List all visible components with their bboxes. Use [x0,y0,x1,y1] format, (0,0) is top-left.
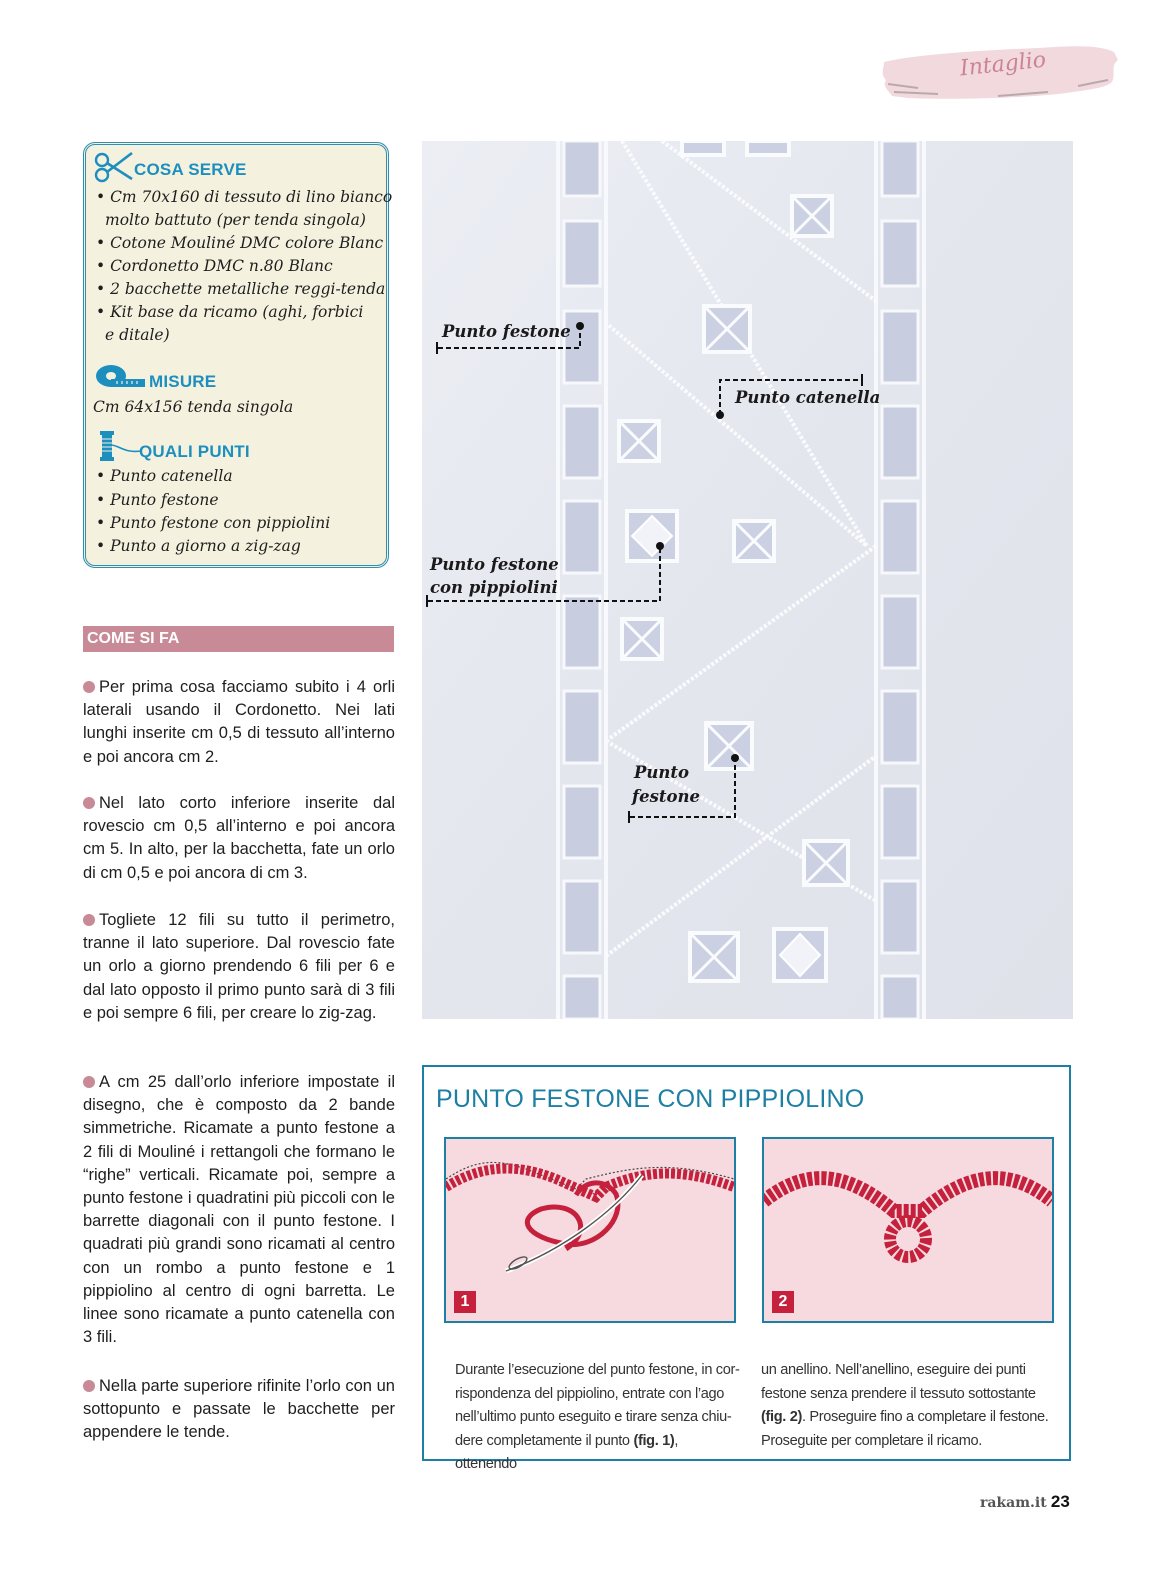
come-si-fa-heading: COME SI FA [83,626,394,652]
materials-line: • 2 bacchette metalliche reggi-tenda [96,280,386,298]
bullet-dot [83,914,95,926]
section-tag [878,40,1124,106]
label-punto-festone-lower: Punto [634,763,690,782]
instruction-paragraph: Togliete 12 fili su tutto il perimetro, tranne il lato superiore. Dal rovescio fate un orlo a giorno prendendo 6 fili per 6 e dal lato opposto il primo punto sarà di 3 fili e poi sempre 6 fili, per creare lo zig-zag. [83,911,395,1022]
stitch-box-title: PUNTO FESTONE CON PIPPIOLINO [436,1085,865,1113]
label-punto-festone: Punto festone [442,322,571,341]
page-number: 23 [1050,1492,1070,1511]
stitch-instructions-box [422,1065,1071,1472]
materials-line: e ditale) [105,326,170,344]
embroidery-photo [422,141,1073,1019]
misure-line: Cm 64x156 tenda singola [93,398,294,416]
punti-line: • Punto catenella [96,467,233,485]
section-tag-label: Intaglio [958,47,1048,82]
fig1-reference: (fig. 1) [633,1432,675,1449]
instruction-paragraph: Nel lato corto inferiore inserite dal rovescio cm 0,5 all’interno e poi ancora cm 5. In alto, per la bacchetta, fate un orlo di cm 0,5 e poi ancora di cm 3. [83,794,395,882]
label-punto-catenella: Punto catenella [735,388,881,407]
stitch-text-right: un anellino. Nell’anellino, eseguire dei punti festone senza prendere il tessuto sottostante (fig. 2). Proseguire fino a completare il festone. Proseguite per completare il ricamo. [761,1362,1049,1449]
label-punto-festone-lower-line2: festone [632,787,701,806]
figure-2-illustration [764,1139,1052,1321]
materials-line: • Cordonetto DMC n.80 Blanc [96,257,333,275]
instruction-paragraph: Nella parte superiore rifinite l’orlo con un sottopunto e passate le bacchette per appendere le tende. [83,1377,395,1442]
fig2-reference: (fig. 2) [761,1409,802,1425]
instruction-paragraph: A cm 25 dall’orlo inferiore impostate il disegno, che è composto da 2 bande simmetriche. Ricamate a punto festone a 2 fili di Mouliné i rettangoli che formano le “righe” verticali. Ricamate poi, sempre a punto festone i quadratini più piccoli con le barrette diagonali con il punto festone. I quadrati più grandi sono ricamati al centro con un rombo a punto festone e 1 pippiolino al centro di ogni barretta. Le linee sono ricamate a punto catenella con 3 fili. [83,1073,395,1347]
bullet-dot [83,1380,95,1392]
footer-site: rakam.it [980,1495,1047,1511]
instruction-paragraph: Per prima cosa facciamo subito i 4 orli laterali usando il Cordonetto. Nei lati lunghi inserite cm 0,5 di tessuto all’interno e poi ancora cm 2. [83,678,395,766]
punti-line: • Punto festone [96,491,219,509]
bullet-dot [83,1076,95,1088]
misure-heading: MISURE [149,372,217,391]
figure-1 [444,1137,736,1323]
scissors-icon [94,151,134,183]
tape-measure-icon [95,363,147,389]
label-punto-festone-pippiolini: Punto festone [430,555,559,574]
materials-box [83,142,393,568]
materials-line: molto battuto (per tenda singola) [105,211,366,229]
label-punto-festone-pippiolini-line2: con pippiolini [430,578,558,597]
stitch-text-left: Durante l’esecuzione del punto festone, in cor- rispondenza del pippiolino, entrate con l’ago nell’ultimo punto eseguito e tirare senza chiu- dere completamente il punto (fig. 1), ottenendo [455,1362,740,1472]
figure-1-illustration [446,1139,734,1321]
punti-line: • Punto a giorno a zig-zag [96,537,301,555]
page-footer [980,1492,1070,1512]
punti-line: • Punto festone con pippiolini [96,514,331,532]
quali-punti-heading: QUALI PUNTI [139,442,250,461]
bullet-dot [83,797,95,809]
bullet-dot [83,681,95,693]
figure-2 [762,1137,1054,1323]
figure-1-number: 1 [454,1291,476,1313]
materials-line: • Cm 70x160 di tessuto di lino bianco [96,188,393,206]
cosa-serve-heading: COSA SERVE [134,160,247,179]
materials-line: • Kit base da ricamo (aghi, forbici [96,303,364,321]
figure-2-number: 2 [772,1291,794,1313]
materials-line: • Cotone Mouliné DMC colore Blanc [96,234,384,252]
